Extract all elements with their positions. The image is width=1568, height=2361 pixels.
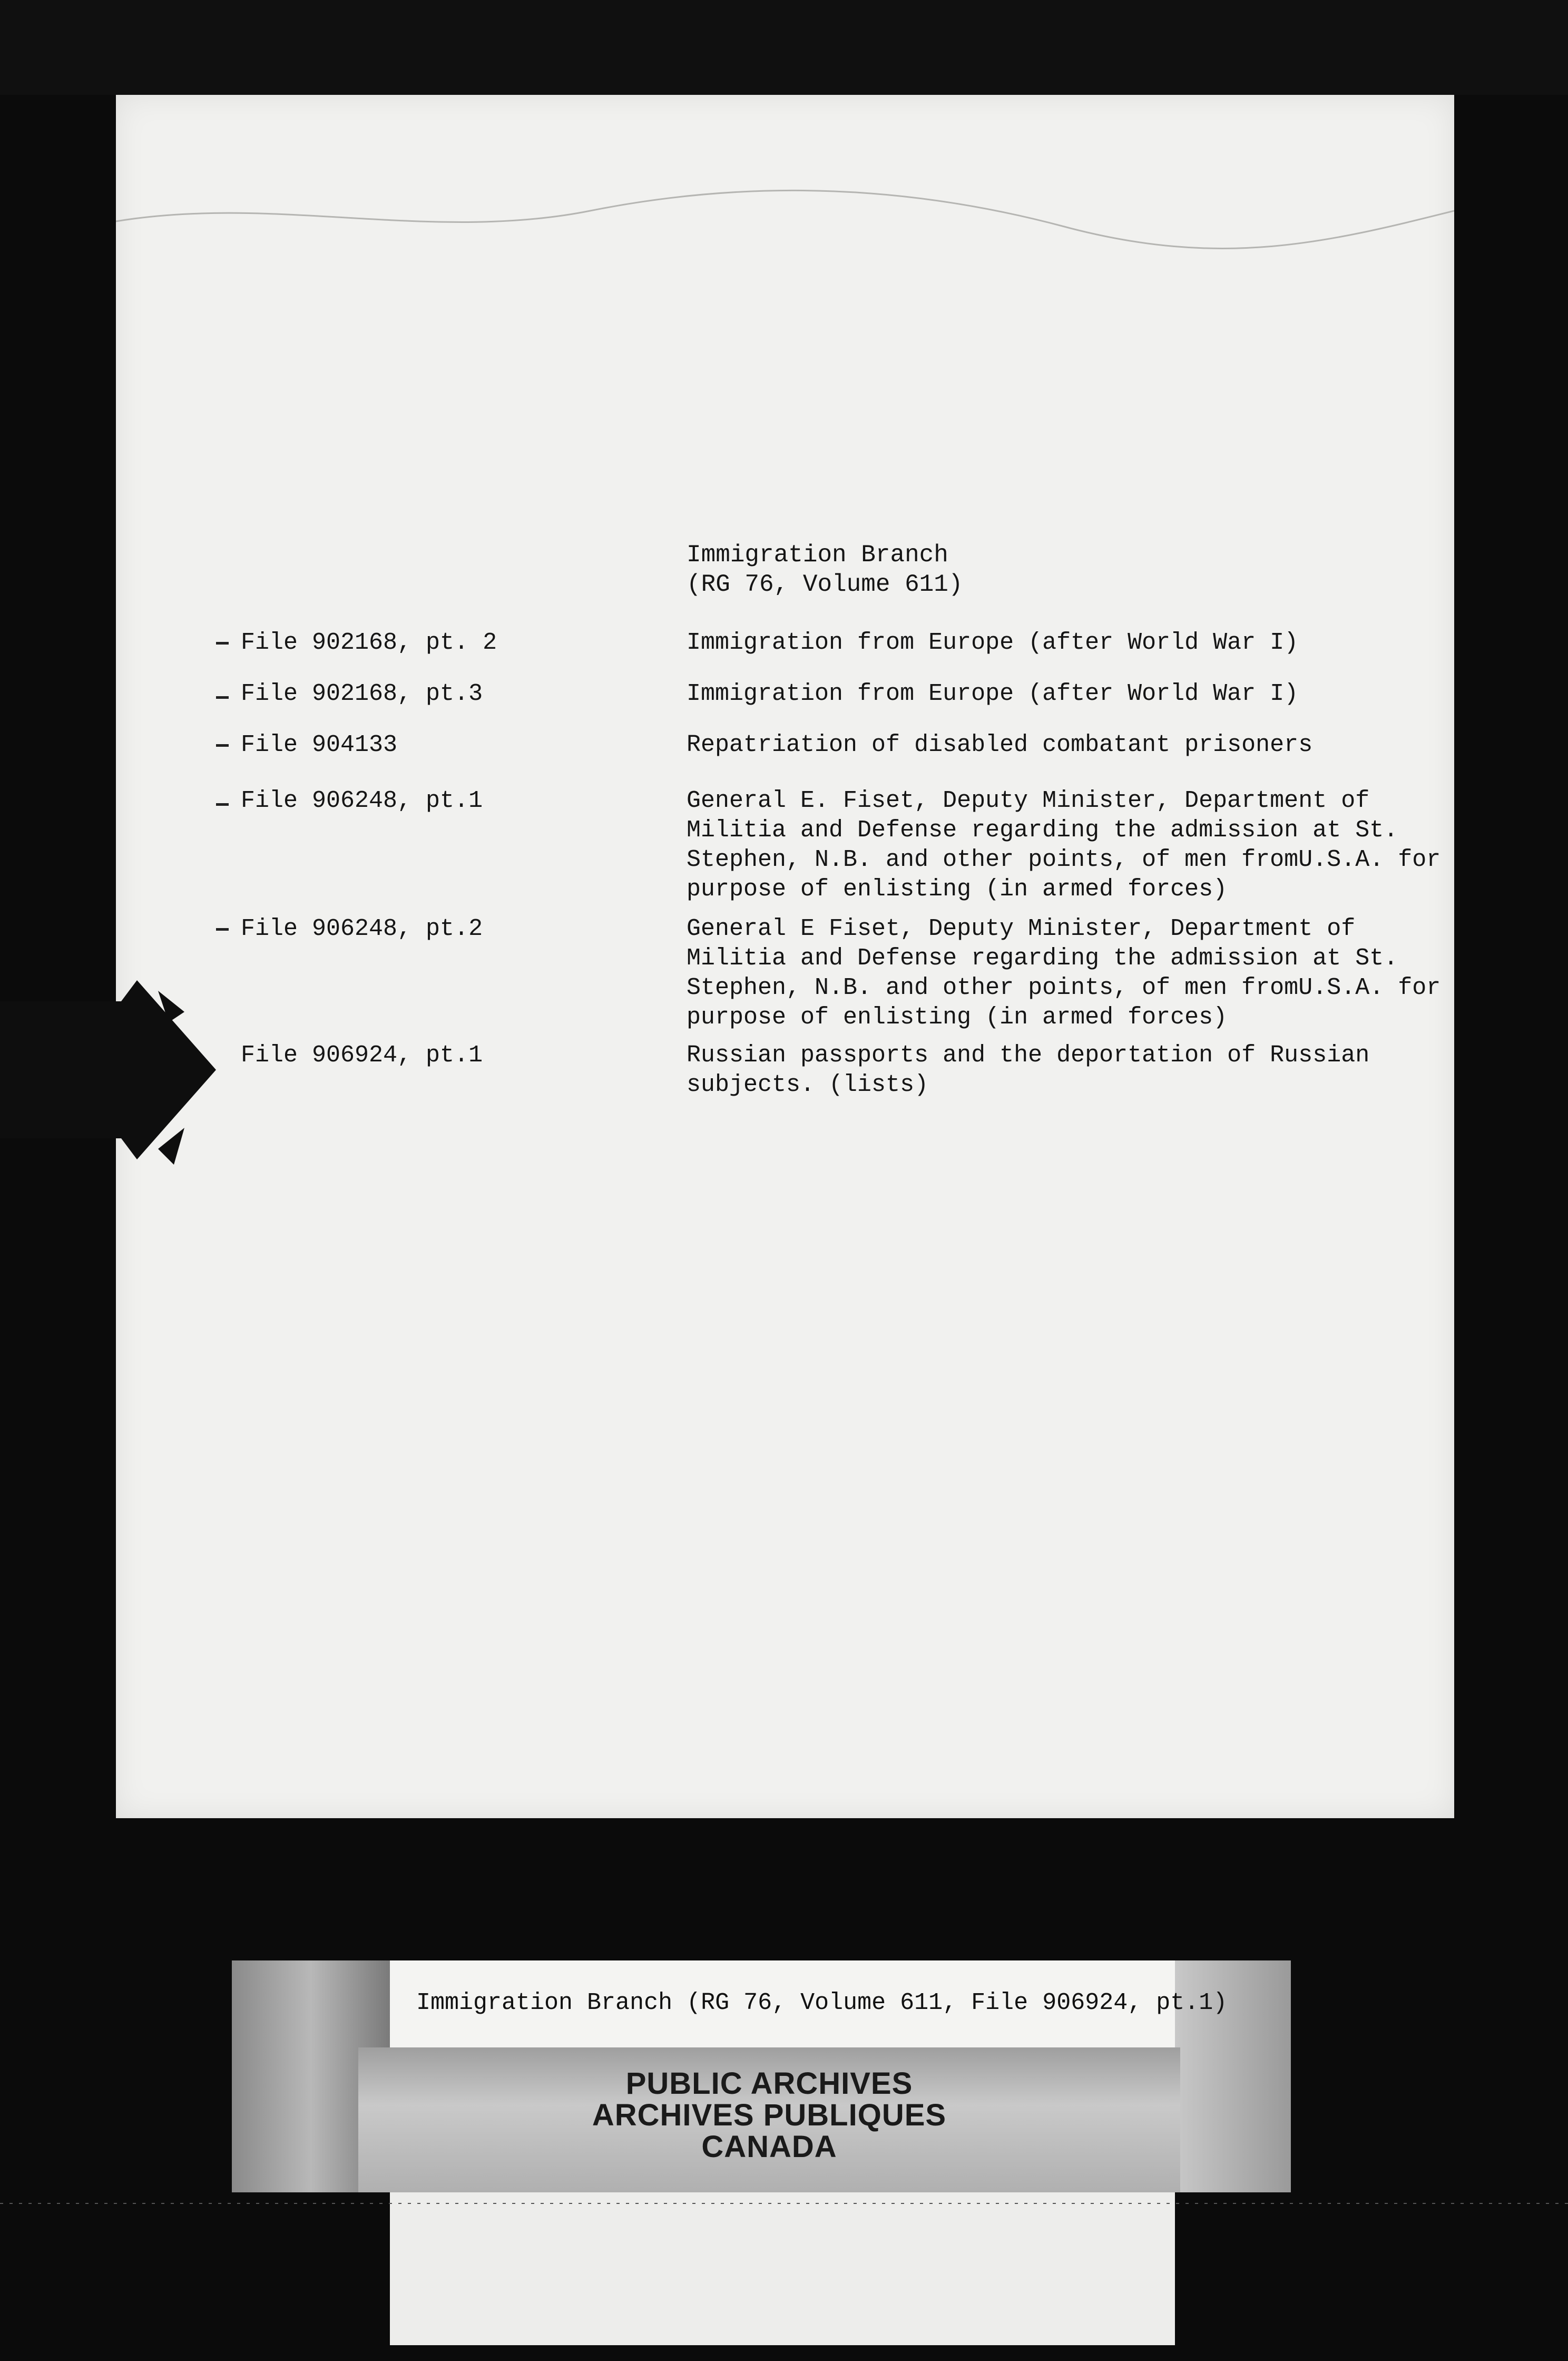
document-page — [116, 95, 1454, 1818]
film-frame-top — [0, 0, 1568, 95]
file-description: Russian passports and the deportation of Russian subjects. (lists) — [687, 1042, 1370, 1098]
file-description: Immigration from Europe (after World War I) — [687, 629, 1299, 656]
reference-label-text: Immigration Branch (RG 76, Volume 611, File 906924, pt.1) — [416, 1989, 1228, 2016]
entry-dash — [216, 642, 229, 645]
entry-dash — [216, 928, 229, 931]
file-number: File 902168, pt. 2 — [241, 629, 497, 656]
heading-title: Immigration Branch — [687, 541, 948, 569]
stamp-line: ARCHIVES PUBLIQUES — [592, 2098, 947, 2132]
file-description: Repatriation of disabled combatant prisoners — [687, 731, 1313, 758]
collection-heading — [687, 540, 963, 599]
entry-dash — [216, 696, 229, 699]
stamp-line: CANADA — [701, 2130, 837, 2164]
pointer-arrow-icon — [0, 980, 221, 1170]
file-number: File 902168, pt.3 — [241, 680, 483, 707]
file-number: File 906248, pt.2 — [241, 915, 483, 942]
archives-stamp — [358, 2047, 1180, 2192]
file-description: General E Fiset, Deputy Minister, Department of Militia and Defense regarding the admission at St. Stephen, N.B. and other points, of men fromU.S.A. for purpose of enlisting (in armed forces) — [687, 915, 1441, 1031]
blank-label-strip — [390, 2192, 1175, 2345]
stamp-line: PUBLIC ARCHIVES — [625, 2066, 913, 2101]
paper-fold-line — [116, 163, 1454, 258]
file-number: File 904133 — [241, 731, 398, 758]
file-number: File 906924, pt.1 — [241, 1042, 483, 1069]
film-dotted-line — [0, 2203, 1568, 2204]
heading-volume: (RG 76, Volume 611) — [687, 571, 963, 598]
file-description: General E. Fiset, Deputy Minister, Department of Militia and Defense regarding the admission at St. Stephen, N.B. and other points, of men fromU.S.A. for purpose of enlisting (in armed forces) — [687, 787, 1441, 903]
archive-label-card — [232, 1960, 1291, 2192]
reference-label — [390, 1960, 1228, 2047]
entry-dash — [216, 803, 229, 806]
file-number: File 906248, pt.1 — [241, 787, 483, 814]
entry-dash — [216, 744, 229, 747]
file-description: Immigration from Europe (after World War I) — [687, 680, 1299, 707]
